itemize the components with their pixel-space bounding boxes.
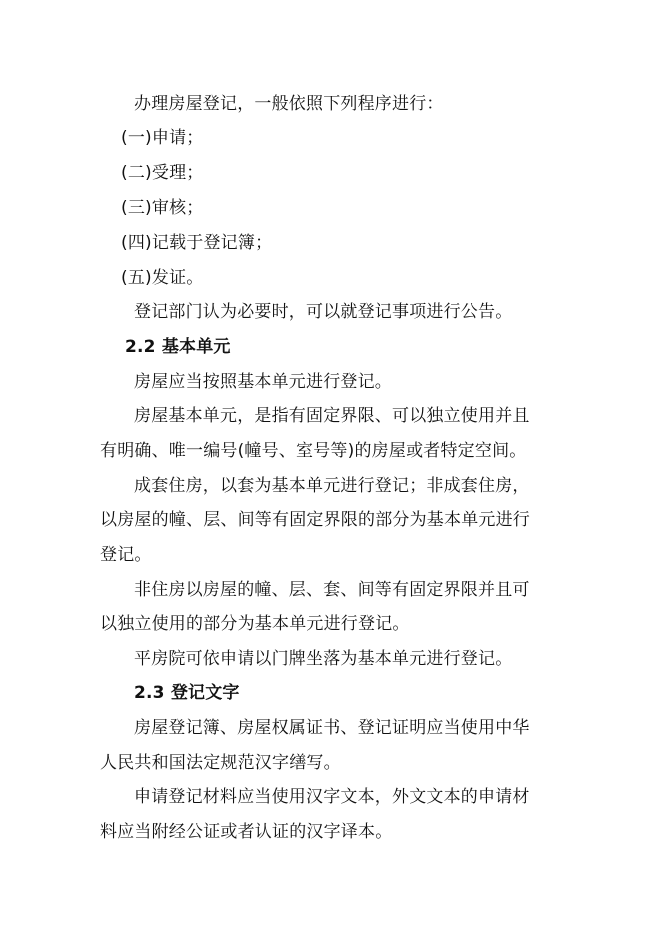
section-heading-basic-unit: 2.2 基本单元 [125, 337, 231, 357]
paragraph-line: 申请登记材料应当使用汉字文本，外文文本的申请材 [134, 787, 530, 807]
paragraph-line: 房屋基本单元，是指有固定界限、可以独立使用并且 [134, 406, 530, 426]
paragraph-line: 房屋应当按照基本单元进行登记。 [134, 372, 392, 392]
paragraph-line: 登记部门认为必要时，可以就登记事项进行公告。 [134, 302, 513, 322]
list-item-certificate: (五)发证。 [121, 268, 204, 288]
paragraph-line: 平房院可依申请以门牌坐落为基本单元进行登记。 [134, 649, 513, 669]
list-item-review: (三)审核； [121, 198, 204, 218]
section-heading-registration-text: 2.3 登记文字 [134, 683, 240, 703]
paragraph-line: 以房屋的幢、层、间等有固定界限的部分为基本单元进行 [100, 510, 530, 530]
paragraph-line: 办理房屋登记，一般依照下列程序进行： [134, 94, 444, 114]
paragraph-line: 人民共和国法定规范汉字缮写。 [100, 753, 341, 773]
list-item-registry: (四)记载于登记簿； [121, 233, 273, 253]
paragraph-line: 登记。 [100, 545, 152, 565]
list-item-application: (一)申请； [121, 128, 204, 148]
paragraph-line: 成套住房，以套为基本单元进行登记；非成套住房， [134, 476, 530, 496]
list-item-acceptance: (二)受理； [121, 163, 204, 183]
paragraph-line: 以独立使用的部分为基本单元进行登记。 [100, 614, 410, 634]
paragraph-line: 房屋登记簿、房屋权属证书、登记证明应当使用中华 [134, 718, 530, 738]
paragraph-line: 非住房以房屋的幢、层、套、间等有固定界限并且可 [134, 580, 530, 600]
paragraph-line: 料应当附经公证或者认证的汉字译本。 [100, 822, 393, 842]
paragraph-line: 有明确、唯一编号(幢号、室号等)的房屋或者特定空间。 [100, 441, 527, 461]
